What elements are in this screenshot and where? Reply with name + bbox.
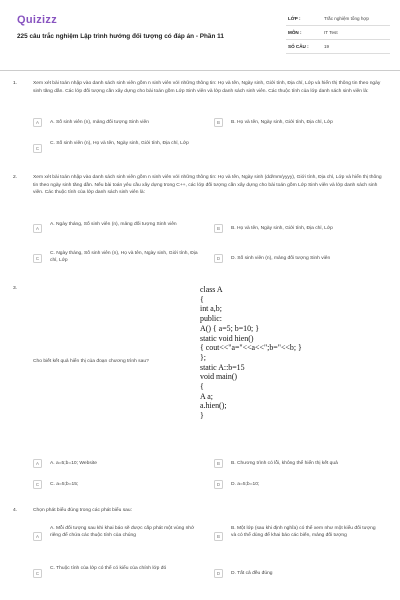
option-text: C. Ngày tháng, Số sinh viên (n), Họ và tên, Ngày sinh, Giới tính, Địa chỉ, Lớp — [50, 251, 198, 264]
code-line: void main() — [200, 372, 238, 382]
option-letter-badge: D — [214, 254, 223, 263]
header-divider — [0, 70, 400, 71]
question-number: 4. — [13, 508, 18, 513]
code-line: int a,b; — [200, 304, 222, 314]
meta-key: LỚP : — [288, 16, 301, 21]
option-text: A. Số sinh viên (n), mảng đối tượng Sinh viên — [50, 120, 149, 125]
option-letter-badge: C — [33, 569, 42, 578]
code-line: { — [200, 382, 204, 392]
option-text: D. Tất cả đều đúng — [231, 571, 273, 576]
question-number: 2. — [13, 175, 18, 180]
code-line: { — [200, 294, 204, 304]
meta-value: 19 — [324, 44, 330, 49]
meta-table — [286, 12, 390, 54]
code-line: class A — [200, 285, 223, 294]
meta-key: SỐ CÂU : — [288, 44, 309, 49]
option-letter-badge: C — [33, 254, 42, 263]
meta-row-class — [286, 12, 390, 26]
option-text: C. a=5;b=15; — [50, 482, 79, 487]
code-line: }; — [200, 352, 206, 362]
option-text: C. Thuộc tính của lớp có thể có kiểu của chính lớp đó — [50, 566, 167, 571]
code-line: static void hien() — [200, 333, 254, 343]
meta-value: Trắc nghiệm tổng hợp — [324, 16, 369, 21]
code-line: A a; — [200, 391, 213, 401]
option-letter-badge: D — [214, 569, 223, 578]
code-line: a.hien(); — [200, 401, 227, 411]
question-text: Xem xét bài toán nhập vào danh sách sinh viên gồm n sinh viên với những thông tin: Họ và tên, Ngày sinh (dd/mm/yyyy), Giới tính, Địa chỉ, Lớp và hiển thị thông tin theo ngày sinh tăng dần. Nếu bài toán yêu cầu xây dựng trong C++, các lớp đối tượng cần xây dựng cho bài toán gồm Lớp Sinh viên và lớp danh sách sinh viên. Các thuộc tính của lớp danh sách sinh viên là: — [33, 175, 382, 196]
option-text: B. Họ và tên, Ngày sinh, Giới tính, Địa chỉ, Lớp — [231, 226, 333, 231]
option-letter-badge: C — [33, 144, 42, 153]
option-text: A. Ngày tháng, Số sinh viên (n), mảng đối tượng Sinh viên — [50, 222, 177, 227]
option-letter-badge: A — [33, 118, 42, 127]
meta-row-count — [286, 40, 390, 54]
option-text: D. Số sinh viên (n), mảng đối tượng Sinh viên — [231, 256, 331, 261]
page-header — [0, 0, 400, 62]
option-text: C. Số sinh viên (n), Họ và tên, Ngày sinh, Giới tính, Địa chỉ, Lớp — [50, 141, 189, 146]
option-letter-badge: A — [33, 532, 42, 541]
question-number: 3. — [13, 286, 18, 291]
code-line: public: — [200, 314, 222, 324]
option-letter-badge: B — [214, 459, 223, 468]
option-text: B. Họ và tên, Ngày sinh, Giới tính, Địa chỉ, Lớp — [231, 120, 333, 125]
question-text: Chọn phát biểu đúng trong các phát biểu sau: — [33, 508, 132, 513]
code-line: { cout<<"a="<<a<<";b="<<b; } — [200, 343, 302, 353]
code-snippet — [200, 285, 380, 421]
option-text: B. Một lớp (sau khi định nghĩa) có thể xem như một kiểu đối tượng và có thể dùng để khai báo các biến, mảng đối tượng — [231, 526, 376, 539]
code-line: } — [200, 411, 204, 421]
option-letter-badge: B — [214, 224, 223, 233]
option-letter-badge: C — [33, 480, 42, 489]
option-letter-badge: D — [214, 480, 223, 489]
page-title: 225 câu trắc nghiệm Lập trình hướng đối tượng có đáp án - Phần 11 — [17, 33, 224, 40]
question-text: Cho biết kết quả hiển thị của đoạn chương trình sau? — [33, 359, 149, 364]
option-letter-badge: A — [33, 459, 42, 468]
option-letter-badge: B — [214, 118, 223, 127]
option-letter-badge: B — [214, 532, 223, 541]
code-line: A() { a=5; b=10; } — [200, 323, 259, 333]
option-text: A. Mỗi đối tượng sau khi khai báo sẽ được cấp phát một vùng nhớ riêng để chứa các thuộc tính của chúng — [50, 526, 195, 539]
code-line: static A::b=15 — [200, 362, 245, 372]
meta-value: IT Test — [324, 30, 338, 35]
question-text: Xem xét bài toán nhập vào danh sách sinh viên gồm n sinh viên với những thông tin: Họ và tên, Ngày sinh, Giới tính, Địa chỉ, Lớp và hiển thị thông tin theo ngày sinh tăng dần. Các lớp đối tượng cần xây dựng cho bài toán gồm Lớp Sinh viên và lớp danh sách sinh viên. Các thuộc tính của lớp danh sách sinh viên là: — [33, 81, 381, 94]
option-letter-badge: A — [33, 224, 42, 233]
option-text: B. Chương trình có lỗi, không thể hiển thị kết quả — [231, 461, 338, 466]
question-number: 1. — [13, 81, 18, 86]
option-text: A. a=5;b=10; Website — [50, 461, 97, 466]
meta-row-subject — [286, 26, 390, 40]
option-text: D. a=5;b=10; — [231, 482, 260, 487]
quizizz-logo: Quizizz — [17, 14, 57, 26]
meta-key: MÔN : — [288, 30, 302, 35]
